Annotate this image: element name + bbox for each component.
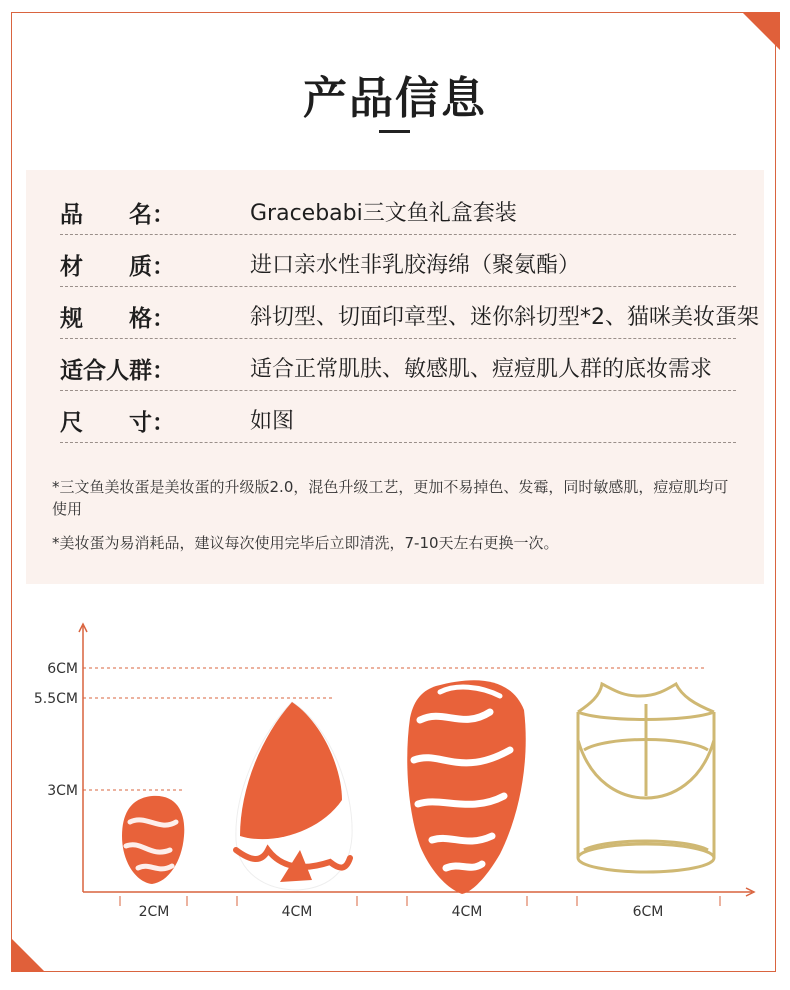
x-label-holder: 6CM: [632, 904, 664, 920]
y-label-3cm: 3CM: [47, 783, 78, 799]
y-label-5-5cm: 5.5CM: [33, 691, 78, 707]
sponge-holder-image: [578, 684, 714, 872]
mini-sponge-image: [122, 796, 184, 884]
spec-value: 斜切型、切面印章型、迷你斜切型*2、猫咪美妆蛋架: [250, 305, 759, 330]
corner-decoration-top-right: [742, 12, 780, 50]
y-label-6cm: 6CM: [47, 661, 78, 677]
x-label-stamp: 4CM: [451, 904, 483, 920]
x-label-mini: 2CM: [138, 904, 170, 920]
stamp-sponge-image: [407, 680, 525, 894]
bevel-sponge-image: [236, 702, 352, 890]
spec-value: 如图: [250, 409, 295, 434]
spec-label: 适合人群：: [60, 358, 175, 384]
spec-row-material: [60, 234, 736, 287]
spec-value: 适合正常肌肤、敏感肌、痘痘肌人群的底妆需求: [250, 357, 713, 382]
spec-value: Gracebabi三文鱼礼盒套装: [250, 201, 517, 226]
spec-label: 品 名：: [60, 202, 175, 228]
spec-row-size: [60, 390, 736, 443]
size-chart: [0, 600, 790, 980]
spec-row-name: [60, 182, 736, 235]
title-underline: [379, 130, 410, 133]
note-replacement: *美妆蛋为易消耗品，建议每次使用完毕后立即清洗，7-10天左右更换一次。: [52, 534, 559, 552]
x-label-bevel: 4CM: [281, 904, 313, 920]
spec-label: 材 质：: [60, 254, 175, 280]
spec-label: 尺 寸：: [60, 410, 175, 436]
spec-panel: [26, 170, 764, 584]
spec-value: 进口亲水性非乳胶海绵（聚氨酯）: [250, 253, 581, 278]
x-ticks: [120, 896, 720, 906]
spec-row-audience: [60, 338, 736, 391]
page-title: 产品信息: [303, 73, 487, 124]
spec-row-spec: [60, 286, 759, 339]
spec-label: 规 格：: [60, 306, 175, 332]
note-upgrade: *三文鱼美妆蛋是美妆蛋的升级版2.0，混色升级工艺，更加不易掉色、发霉，同时敏感肌，痘痘肌均可使用: [52, 478, 729, 518]
